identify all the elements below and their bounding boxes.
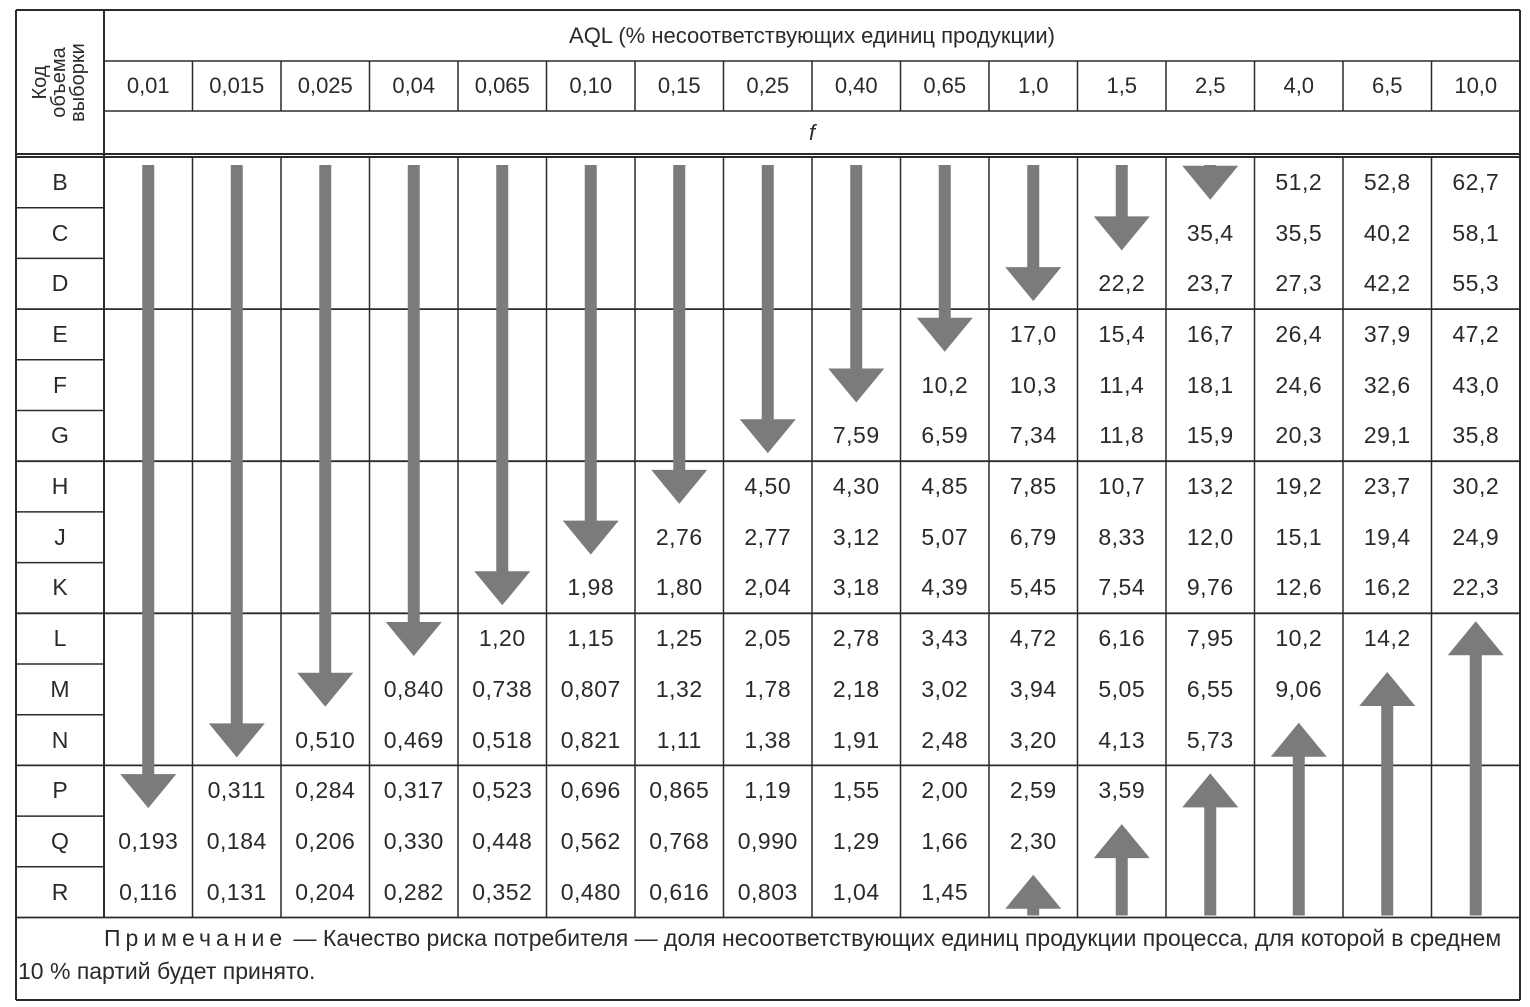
table-cell: 19,4 — [1363, 523, 1411, 550]
table-cell: 3,18 — [832, 574, 880, 601]
table-cell: 12,0 — [1186, 523, 1234, 550]
table-cell: 4,72 — [1009, 625, 1057, 652]
table-cell: 4,39 — [921, 574, 969, 601]
table-cell: 0,518 — [472, 726, 533, 753]
aql-value: 1,0 — [1017, 73, 1049, 98]
table-cell: 0,562 — [560, 827, 621, 854]
table-cell: 2,76 — [655, 523, 703, 550]
down-arrow-icon — [386, 165, 442, 656]
table-cell: 1,15 — [567, 625, 615, 652]
table-cell: 0,990 — [737, 827, 798, 854]
table-cell: 5,05 — [1098, 675, 1146, 702]
aql-value: 0,65 — [923, 73, 967, 98]
table-cell: 1,38 — [744, 726, 792, 753]
table-cell: 37,9 — [1363, 320, 1411, 347]
table-cell: 1,20 — [478, 625, 526, 652]
down-arrow-icon — [474, 165, 530, 605]
table-cell: 0,131 — [206, 878, 267, 905]
sample-code: K — [52, 574, 68, 601]
table-cell: 52,8 — [1363, 168, 1411, 195]
table-cell: 3,20 — [1009, 726, 1057, 753]
table-cell: 7,34 — [1009, 422, 1057, 449]
sample-code: M — [50, 675, 70, 702]
table-cell: 43,0 — [1452, 371, 1500, 398]
table-cell: 0,696 — [560, 777, 621, 804]
table-cell: 10,2 — [921, 371, 969, 398]
table-cell: 0,768 — [649, 827, 710, 854]
table-cell: 5,73 — [1186, 726, 1234, 753]
note-text: — Качество риска потребителя — доля несоответствующих единиц продукции процесса, для которой в среднем 10 % партий будет принято. — [18, 925, 1502, 984]
table-cell: 1,32 — [655, 675, 703, 702]
table-cell: 58,1 — [1452, 219, 1500, 246]
aql-value: 4,0 — [1283, 73, 1315, 98]
table-cell: 0,821 — [560, 726, 621, 753]
table-note — [18, 922, 1514, 988]
table-cell: 2,59 — [1009, 777, 1057, 804]
down-arrow-icon — [917, 165, 973, 352]
table-cell: 1,66 — [921, 827, 969, 854]
table-cell: 0,330 — [383, 827, 444, 854]
table-cell: 24,9 — [1452, 523, 1500, 550]
sample-code: J — [54, 523, 66, 550]
table-cell: 1,80 — [655, 574, 703, 601]
table-cell: 3,43 — [921, 625, 969, 652]
table-cell: 24,6 — [1275, 371, 1323, 398]
aql-value: 0,04 — [392, 73, 436, 98]
table-cell: 10,3 — [1009, 371, 1057, 398]
aql-value: 10,0 — [1454, 73, 1498, 98]
table-cell: 55,3 — [1452, 270, 1500, 297]
table-cell: 62,7 — [1452, 168, 1500, 195]
down-arrow-icon — [1005, 165, 1061, 301]
table-cell: 16,2 — [1363, 574, 1411, 601]
table-cell: 11,4 — [1099, 371, 1145, 398]
table-cell: 2,30 — [1009, 827, 1057, 854]
up-arrow-icon — [1182, 773, 1238, 915]
table-cell: 19,2 — [1275, 473, 1323, 500]
table-cell: 2,48 — [921, 726, 969, 753]
sample-size-code-header — [16, 10, 103, 154]
aql-value: 0,25 — [746, 73, 790, 98]
table-cell: 11,8 — [1099, 422, 1145, 449]
aql-value: 0,10 — [569, 73, 613, 98]
table-cell: 0,206 — [295, 827, 356, 854]
table-cell: 15,1 — [1275, 523, 1323, 550]
sample-code: L — [53, 625, 67, 652]
down-arrow-icon — [651, 165, 707, 504]
table-cell: 35,5 — [1275, 219, 1323, 246]
table-cell: 9,76 — [1186, 574, 1234, 601]
table-cell: 3,94 — [1009, 675, 1057, 702]
table-cell: 26,4 — [1275, 320, 1323, 347]
table-cell: 23,7 — [1186, 270, 1234, 297]
sample-code: N — [51, 726, 69, 753]
table-cell: 0,840 — [383, 675, 444, 702]
table-cell: 5,07 — [921, 523, 969, 550]
table-cell: 23,7 — [1363, 473, 1411, 500]
note-label: Примечание — [104, 925, 288, 951]
table-cell: 35,4 — [1186, 219, 1234, 246]
sample-code: E — [52, 320, 68, 347]
aql-value: 0,01 — [126, 73, 170, 98]
table-cell: 2,05 — [744, 625, 792, 652]
aql-value: 1,5 — [1106, 73, 1138, 98]
table-cell: 0,480 — [560, 878, 621, 905]
table-cell: 40,2 — [1363, 219, 1411, 246]
table-cell: 0,352 — [472, 878, 533, 905]
aql-value: 0,40 — [834, 73, 878, 98]
table-cell: 6,59 — [921, 422, 969, 449]
table-cell: 20,3 — [1275, 422, 1323, 449]
down-arrow-icon — [563, 165, 619, 555]
table-cell: 1,55 — [832, 777, 880, 804]
table-cell: 0,311 — [207, 777, 266, 804]
aql-value: 2,5 — [1194, 73, 1226, 98]
table-cell: 6,16 — [1098, 625, 1146, 652]
table-cell: 0,865 — [649, 777, 710, 804]
table-cell: 1,04 — [832, 878, 880, 905]
table-cell: 0,193 — [118, 827, 179, 854]
sample-code: C — [51, 219, 69, 246]
table-cell: 32,6 — [1363, 371, 1411, 398]
table-cell: 35,8 — [1452, 422, 1500, 449]
table-cell: 12,6 — [1275, 574, 1323, 601]
table-cell: 0,184 — [206, 827, 267, 854]
table-cell: 1,78 — [744, 675, 792, 702]
down-arrow-icon — [1094, 165, 1150, 250]
table-cell: 5,45 — [1009, 574, 1057, 601]
table-cell: 22,2 — [1098, 270, 1146, 297]
table-cell: 4,13 — [1098, 726, 1146, 753]
table-cell: 0,807 — [560, 675, 621, 702]
sample-code: D — [51, 270, 69, 297]
table-cell: 13,2 — [1186, 473, 1234, 500]
aql-value: 0,015 — [209, 73, 265, 98]
table-cell: 0,469 — [383, 726, 444, 753]
table-cell: 16,7 — [1186, 320, 1234, 347]
table-cell: 7,59 — [832, 422, 880, 449]
table-cell: 7,95 — [1186, 625, 1234, 652]
table-cell: 0,116 — [119, 878, 178, 905]
table-cell: 4,85 — [921, 473, 969, 500]
table-cell: 1,19 — [744, 777, 792, 804]
table-cell: 10,2 — [1275, 625, 1323, 652]
table-cell: 3,59 — [1098, 777, 1146, 804]
table-cell: 1,29 — [832, 827, 880, 854]
table-cell: 51,2 — [1275, 168, 1323, 195]
sample-code: H — [51, 473, 69, 500]
table-cell: 1,25 — [655, 625, 703, 652]
table-cell: 0,448 — [472, 827, 533, 854]
table-cell: 2,77 — [744, 523, 792, 550]
table-cell: 4,50 — [744, 473, 792, 500]
table-cell: 3,02 — [921, 675, 969, 702]
table-cell: 2,04 — [744, 574, 792, 601]
table-cell: 14,2 — [1363, 625, 1411, 652]
table-cell: 2,00 — [921, 777, 969, 804]
up-arrow-icon — [1271, 723, 1327, 916]
table-cell: 8,33 — [1098, 523, 1146, 550]
table-cell: 27,3 — [1275, 270, 1323, 297]
aql-value: 0,065 — [474, 73, 530, 98]
sample-code: Q — [51, 827, 69, 854]
table-cell: 1,11 — [656, 726, 702, 753]
table-cell: 47,2 — [1452, 320, 1500, 347]
aql-value: 0,025 — [297, 73, 353, 98]
f-label: f — [808, 119, 816, 145]
table-cell: 7,54 — [1098, 574, 1146, 601]
table-cell: 7,85 — [1009, 473, 1057, 500]
table-cell: 9,06 — [1275, 675, 1323, 702]
table-cell: 10,7 — [1098, 473, 1146, 500]
table-cell: 6,79 — [1009, 523, 1057, 550]
table-cell: 29,1 — [1363, 422, 1411, 449]
table-cell: 1,98 — [567, 574, 615, 601]
sample-code: B — [52, 168, 68, 195]
table-cell: 0,204 — [295, 878, 356, 905]
up-arrow-icon — [1094, 824, 1150, 915]
up-arrow-icon — [1448, 621, 1504, 915]
sample-code: P — [52, 777, 68, 804]
aql-value: 0,15 — [657, 73, 701, 98]
sample-code: G — [51, 422, 69, 449]
aql-title: AQL (% несоответствующих единиц продукции) — [569, 22, 1055, 48]
table-cell: 2,18 — [832, 675, 880, 702]
table-cell: 0,523 — [472, 777, 533, 804]
table-cell: 18,1 — [1186, 371, 1234, 398]
sample-code: F — [52, 371, 68, 398]
table-cell: 0,738 — [472, 675, 533, 702]
up-arrow-icon — [1005, 875, 1061, 916]
down-arrow-icon — [120, 165, 176, 808]
table-cell: 0,803 — [737, 878, 798, 905]
table-cell: 0,317 — [383, 777, 444, 804]
table-cell: 30,2 — [1452, 473, 1500, 500]
table-cell: 1,45 — [921, 878, 969, 905]
table-cell: 15,9 — [1186, 422, 1234, 449]
table-cell: 42,2 — [1363, 270, 1411, 297]
table-cell: 6,55 — [1186, 675, 1234, 702]
corner-label: Код объема выборки — [29, 42, 89, 122]
table-cell: 4,30 — [832, 473, 880, 500]
down-arrow-icon — [828, 165, 884, 403]
table-cell: 22,3 — [1452, 574, 1500, 601]
table-cell: 17,0 — [1009, 320, 1057, 347]
table-cell: 0,284 — [295, 777, 356, 804]
table-cell: 1,91 — [832, 726, 880, 753]
table-cell: 2,78 — [832, 625, 880, 652]
down-arrow-icon — [297, 165, 353, 707]
table-cell: 0,616 — [649, 878, 710, 905]
table-cell: 15,4 — [1098, 320, 1146, 347]
down-arrow-icon — [1182, 165, 1238, 200]
table-cell: 0,282 — [383, 878, 444, 905]
table-cell: 3,12 — [832, 523, 880, 550]
up-arrow-icon — [1359, 672, 1415, 916]
sample-code: R — [51, 878, 69, 905]
aql-value: 6,5 — [1371, 73, 1403, 98]
table-cell: 0,510 — [295, 726, 356, 753]
